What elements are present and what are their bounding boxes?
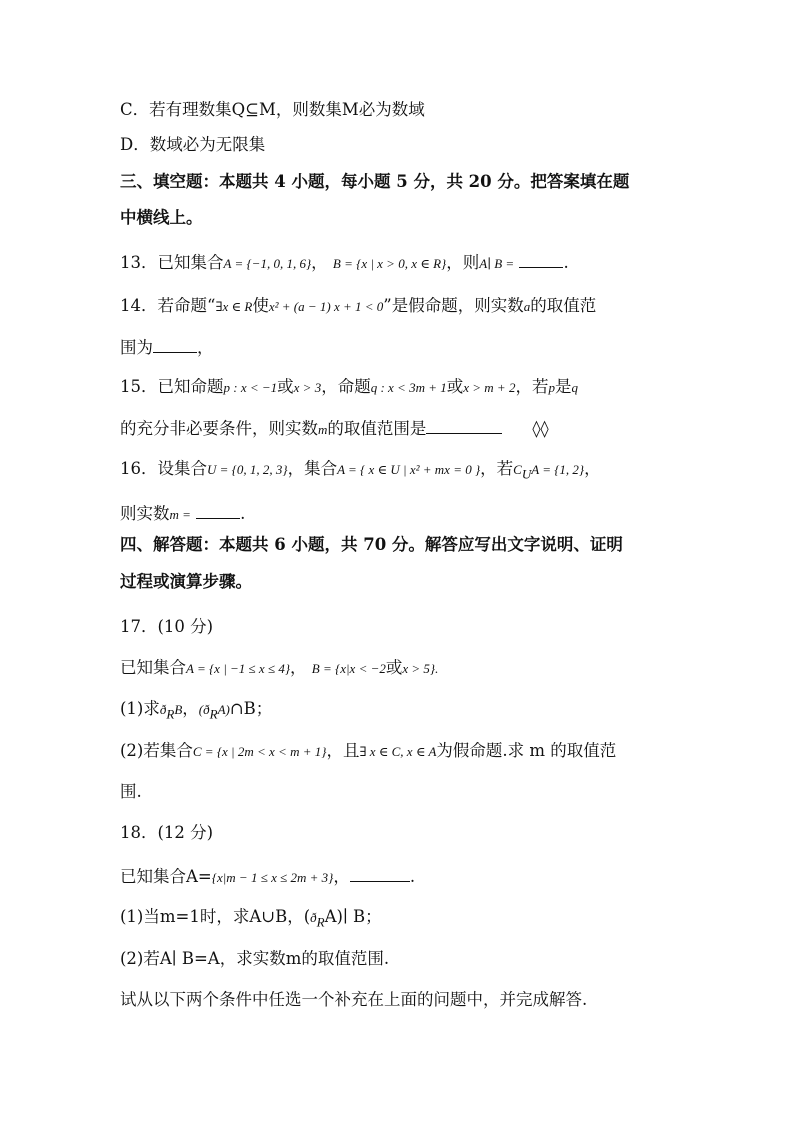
q14-var-a: a (523, 299, 531, 314)
q18-p1-text2: A)∣ B； (324, 907, 382, 926)
q18-p1-text: (1)当m=1时，求A∪B，( (120, 907, 311, 926)
q15-x-gt-m2: x > m + 2 (463, 380, 516, 395)
q13-then: ，则 (446, 253, 480, 272)
q17-sep: ， (290, 658, 307, 677)
q17-p1-complement2-sub: R (209, 706, 218, 722)
q14-answer-blank[interactable] (153, 336, 197, 353)
q15-answer-blank[interactable] (426, 417, 502, 434)
question-17-title: 17．(10 分) (120, 617, 214, 636)
section-three-heading-cont: 中横线上。 (120, 208, 203, 227)
q14-range-label: 围为 (120, 338, 153, 357)
q17-or: 或 (385, 658, 403, 677)
q15-q: q (571, 380, 578, 395)
question-18-stem (120, 865, 415, 889)
q13-sep: ， (311, 253, 328, 272)
question-14 (120, 295, 596, 318)
q16-answer-blank[interactable] (196, 502, 240, 519)
q16-text2: ，集合 (287, 459, 338, 478)
q14-comma: ， (197, 338, 214, 357)
q17-p1-a: A) (217, 702, 230, 717)
q15-is: 是 (554, 377, 572, 396)
q14-text2: ”是假命题，则实数 (383, 296, 524, 315)
q17-p1-b: B (174, 702, 183, 717)
q15-or1: 或 (277, 377, 294, 396)
section-three-heading: 三、填空题：本题共 4 小题，每小题 5 分，共 20 分。把答案填在题 (120, 172, 630, 191)
question-17-part2-cont: 围. (120, 782, 142, 801)
q13-set-b: B = {x | x > 0, x ∈ R} (332, 256, 447, 271)
q17-text: 已知集合 (120, 658, 186, 677)
q13-text: 13．已知集合 (120, 253, 224, 272)
q17-p1-text: (1)求 (120, 699, 160, 718)
q14-text: 14．若命题“ (120, 296, 216, 315)
q16-text3: 则实数 (120, 504, 170, 523)
q14-text3: 的取值范 (530, 296, 597, 315)
q16-set-u: U = {0, 1, 2, 3} (207, 462, 288, 477)
option-c: C．若有理数集Q⊆M，则数集M必为数域 (120, 100, 425, 119)
q17-p1-sep: ， (182, 699, 199, 718)
q15-prop-q: q : x < 3m + 1 (370, 380, 447, 395)
question-16 (120, 458, 601, 485)
q15-or2: 或 (446, 377, 464, 396)
q17-p2-set-c: C = {x | 2m < x < m + 1} (192, 744, 327, 759)
q15-text4: 的取值范围是 (327, 419, 427, 438)
q15-m: m (318, 422, 328, 437)
q16-if: ，若 (480, 459, 514, 478)
q16-set-a: A = { x ∈ U | x² + mx = 0 } (337, 462, 481, 477)
q16-comma: ， (584, 459, 601, 478)
q14-inequality: x² + (a − 1) x + 1 < 0 (268, 299, 384, 314)
question-18-title: 18．(12 分) (120, 823, 214, 842)
q17-p1-complement-sub: R (166, 706, 175, 722)
q16-complement-val: A = {1, 2} (531, 462, 585, 477)
q18-p1-complement: ð (310, 910, 317, 925)
q18-sep: ， (333, 867, 350, 886)
q13-set-a: A = {−1, 0, 1, 6} (223, 256, 312, 271)
question-17-stem (120, 657, 438, 680)
q15-p: p (548, 380, 555, 395)
q15-text3: 的充分非必要条件，则实数 (120, 419, 318, 438)
question-16-cont (120, 502, 245, 526)
q15-marks: ◊◊ (532, 419, 549, 438)
question-14-cont (120, 336, 214, 359)
q17-p2-exists: ∃ x ∈ C, x ∈ A (359, 744, 437, 759)
q18-text: 已知集合A= (120, 867, 212, 886)
question-13: 13．已知集合A = {−1, 0, 1, 6}， B = {x | x > 0, x ∈ R}，则A∣ B = . (120, 253, 569, 272)
question-17-part1 (120, 698, 272, 725)
option-d: D．数域必为无限集 (120, 135, 266, 154)
q17-p1-complement2: (ð (198, 702, 210, 717)
question-17-part2 (120, 740, 616, 763)
section-four-heading-cont: 过程或演算步骤。 (120, 572, 252, 591)
q15-prop-p: p : x < −1 (223, 380, 278, 395)
q16-period: . (240, 504, 246, 523)
q17-set-b: B = {x|x < −2 (311, 661, 386, 676)
q16-m-eq: m = (169, 507, 191, 522)
question-18-instructions: 试从以下两个条件中任选一个补充在上面的问题中，并完成解答. (120, 990, 588, 1009)
q15-text: 15．已知命题 (120, 377, 224, 396)
q17-p1-complement: ð (159, 702, 167, 717)
q13-intersection: A∣ B = (479, 256, 515, 271)
q15-if: ，若 (515, 377, 549, 396)
q18-p1-complement-sub: R (316, 914, 325, 930)
question-15 (120, 376, 578, 399)
q17-set-a: A = {x | −1 ≤ x ≤ 4} (186, 661, 291, 676)
question-18-part1 (120, 906, 382, 933)
q18-set-a: {x|m − 1 ≤ x ≤ 2m + 3} (211, 870, 334, 885)
question-18-part2: (2)若A∣ B=A，求实数m的取值范围. (120, 949, 390, 968)
section-four-heading: 四、解答题：本题共 6 小题，共 70 分。解答应写出文字说明、证明 (120, 535, 623, 554)
q18-condition-blank[interactable] (350, 865, 410, 882)
q17-p2-text2: 为假命题.求 m 的取值范 (436, 741, 617, 760)
q15-text2: ，命题 (321, 377, 371, 396)
q16-complement-sub: U (521, 466, 532, 482)
q17-p2-text: (2)若集合 (120, 741, 193, 760)
question-15-cont (120, 417, 549, 441)
q17-set-b-end: x > 5}. (402, 661, 439, 676)
q18-period: . (409, 867, 416, 886)
q13-answer-blank[interactable] (519, 251, 563, 268)
q16-text: 16．设集合 (120, 459, 207, 478)
q16-complement: C (513, 462, 522, 477)
q17-p2-and: ，且 (326, 741, 360, 760)
q15-x-gt-3: x > 3 (293, 380, 322, 395)
q17-p1-cap-b: ∩B； (229, 699, 273, 718)
q14-shi: 使 (252, 296, 269, 315)
q14-exists: ∃x ∈ R (215, 299, 253, 314)
